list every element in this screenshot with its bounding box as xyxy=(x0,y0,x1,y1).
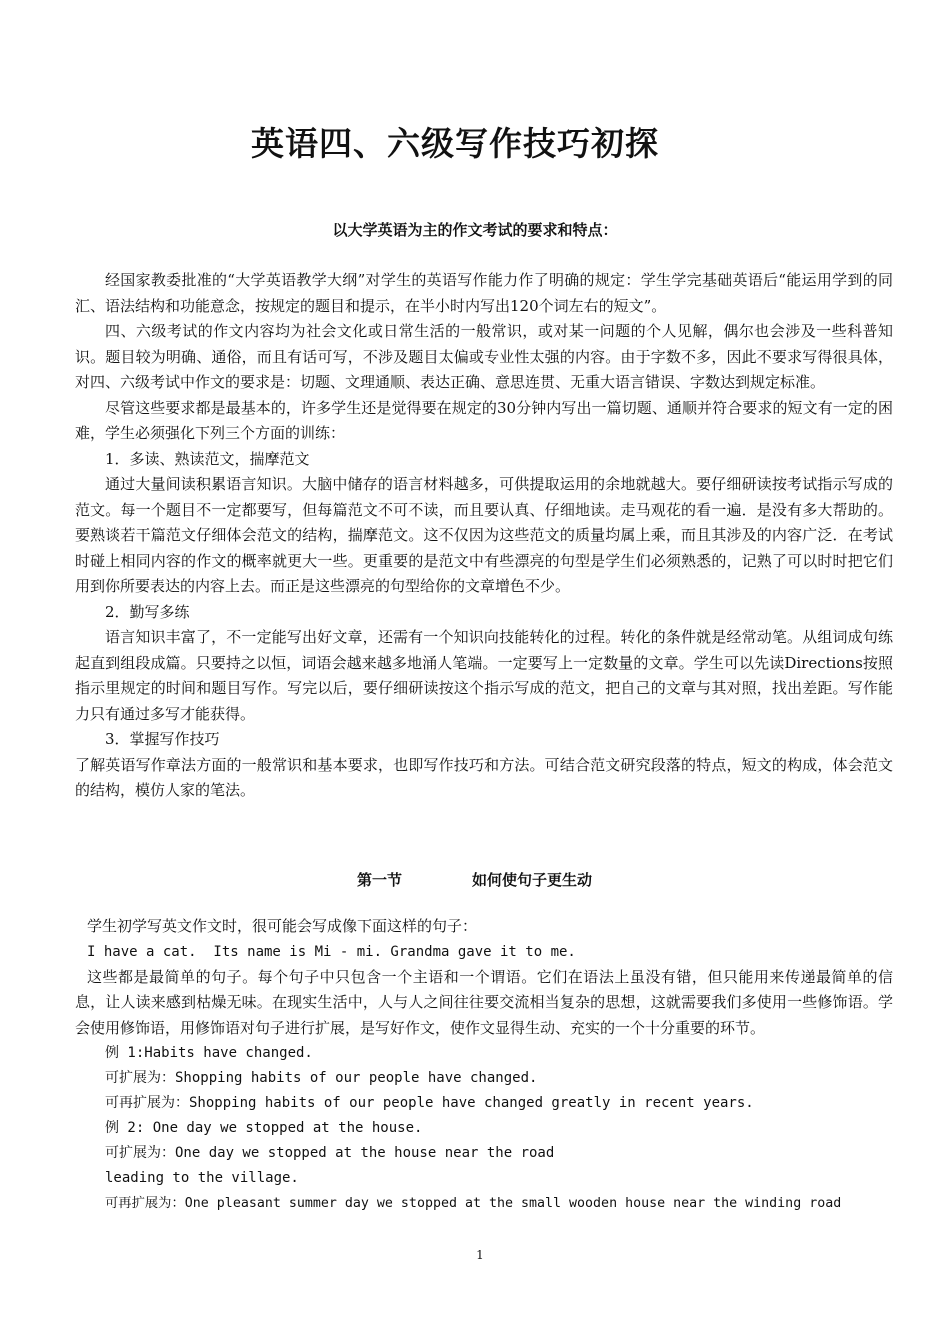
example-line: 可扩展为：Shopping habits of our people have changed. xyxy=(105,1070,538,1086)
point2-body: 语言知识丰富了，不一定能写出好文章，还需有一个知识向技能转化的过程。转化的条件就是经常动笔。从组词成句练起直到组段成篇。只要持之以恒，词语会越来越多地涌人笔端。一定要写上一定数量的文章。学生可以先读Directions按照指示里规定的时间和题目写作。写完以后，要仔细研读按这个指示写成的范文，把自己的文章与其对照，找出差距。写作能力只有通过多写才能获得。 xyxy=(75,628,893,723)
example-line: 例 2: One day we stopped at the house. xyxy=(105,1120,423,1136)
point1-body: 通过大量间读积累语言知识。大脑中储存的语言材料越多，可供提取运用的余地就越大。要仔细研读按考试指示写成的范文。每一个题目不一定都要写，但每篇范文不可不读，而且要认真、仔细地读。走马观花的看一遍．是没有多大帮助的。要熟谈若干篇范文仔细体会范文的结构，揣摩范文。这不仅因为这些范文的质量均属上乘，而且其涉及的内容广泛．在考试时碰上相同内容的作文的概率就更大一些。更重要的是范文中有些漂亮的句型是学生们必须熟悉的，记熟了可以时时把它们用到你所要表达的内容上去。而正是这些漂亮的句型给你的文章增色不少。 xyxy=(75,475,893,595)
sample-sentence: I have a cat. Its name is Mi - mi. Grandma gave it to me. xyxy=(87,943,576,960)
example-line: 例 1:Habits have changed. xyxy=(105,1045,313,1061)
page-title: 英语四、六级写作技巧初探 xyxy=(251,124,659,163)
section-paragraph: 这些都是最简单的句子。每个句子中只包含一个主语和一个谓语。它们在语法上虽没有错，但只能用来传递最简单的信息，让人读来感到枯燥无味。在现实生活中，人与人之间往往要交流相当复杂的思想，这就需要我们多使用一些修饰语。学会使用修饰语，用修饰语对句子进行扩展，是写好作文，使作文显得生动、充实的一个十分重要的环节。 xyxy=(75,967,893,1037)
example-line: 可再扩展为：Shopping habits of our people have changed greatly in recent years. xyxy=(105,1095,754,1111)
point2-heading: 2．勤写多练 xyxy=(105,602,190,621)
section-title: 如何使句子更生动 xyxy=(472,871,593,889)
point1-heading: 1．多读、熟读范文，揣摩范文 xyxy=(105,449,310,468)
example-line: 可再扩展为：One pleasant summer day we stopped at the small wooden house near the winding road xyxy=(105,1196,842,1211)
section-body xyxy=(75,914,893,1216)
intro-paragraph: 四、六级考试的作文内容均为社会文化或日常生活的一般常识，或对某一问题的个人见解，偶尔也会涉及一些科普知识。题目较为明确、通俗，而且有话可写，不涉及题目太偏或专业性太强的内容。由于字数不多，因此不要求写得很具体，对四、六级考试中作文的要求是：切题、文理通顺、表达正确、意思连贯、无重大语言错误、字数达到规定标准。 xyxy=(75,322,893,391)
intro-paragraph: 经国家教委批准的“大学英语教学大纲”对学生的英语写作能力作了明确的规定：学生学完基础英语后“能运用学到的同汇、语法结构和功能意念，按规定的题目和提示，在半小时内写出120个词左右的短文”。 xyxy=(75,271,893,315)
point3-heading: 3．掌握写作技巧 xyxy=(105,730,220,748)
page-subtitle: 以大学英语为主的作文考试的要求和特点： xyxy=(332,221,618,239)
section-intro: 学生初学写英文作文时，很可能会写成像下面这样的句子： xyxy=(87,917,478,935)
intro-paragraph: 尽管这些要求都是最基本的，许多学生还是觉得要在规定的30分钟内写出一篇切题、通顺并符合要求的短文有一定的困难，学生必须强化下列三个方面的训练： xyxy=(75,398,893,442)
intro-section xyxy=(75,268,893,804)
point3-body: 了解英语写作章法方面的一般常识和基本要求，也即写作技巧和方法。可结合范文研究段落的特点，短文的构成，体会范文的结构，模仿人家的笔法。 xyxy=(75,755,893,799)
example-line: leading to the village. xyxy=(105,1170,299,1186)
section-label: 第一节 xyxy=(357,871,403,889)
page-number: 1 xyxy=(476,1248,484,1262)
example-line: 可扩展为：One day we stopped at the house near the road xyxy=(105,1145,555,1161)
